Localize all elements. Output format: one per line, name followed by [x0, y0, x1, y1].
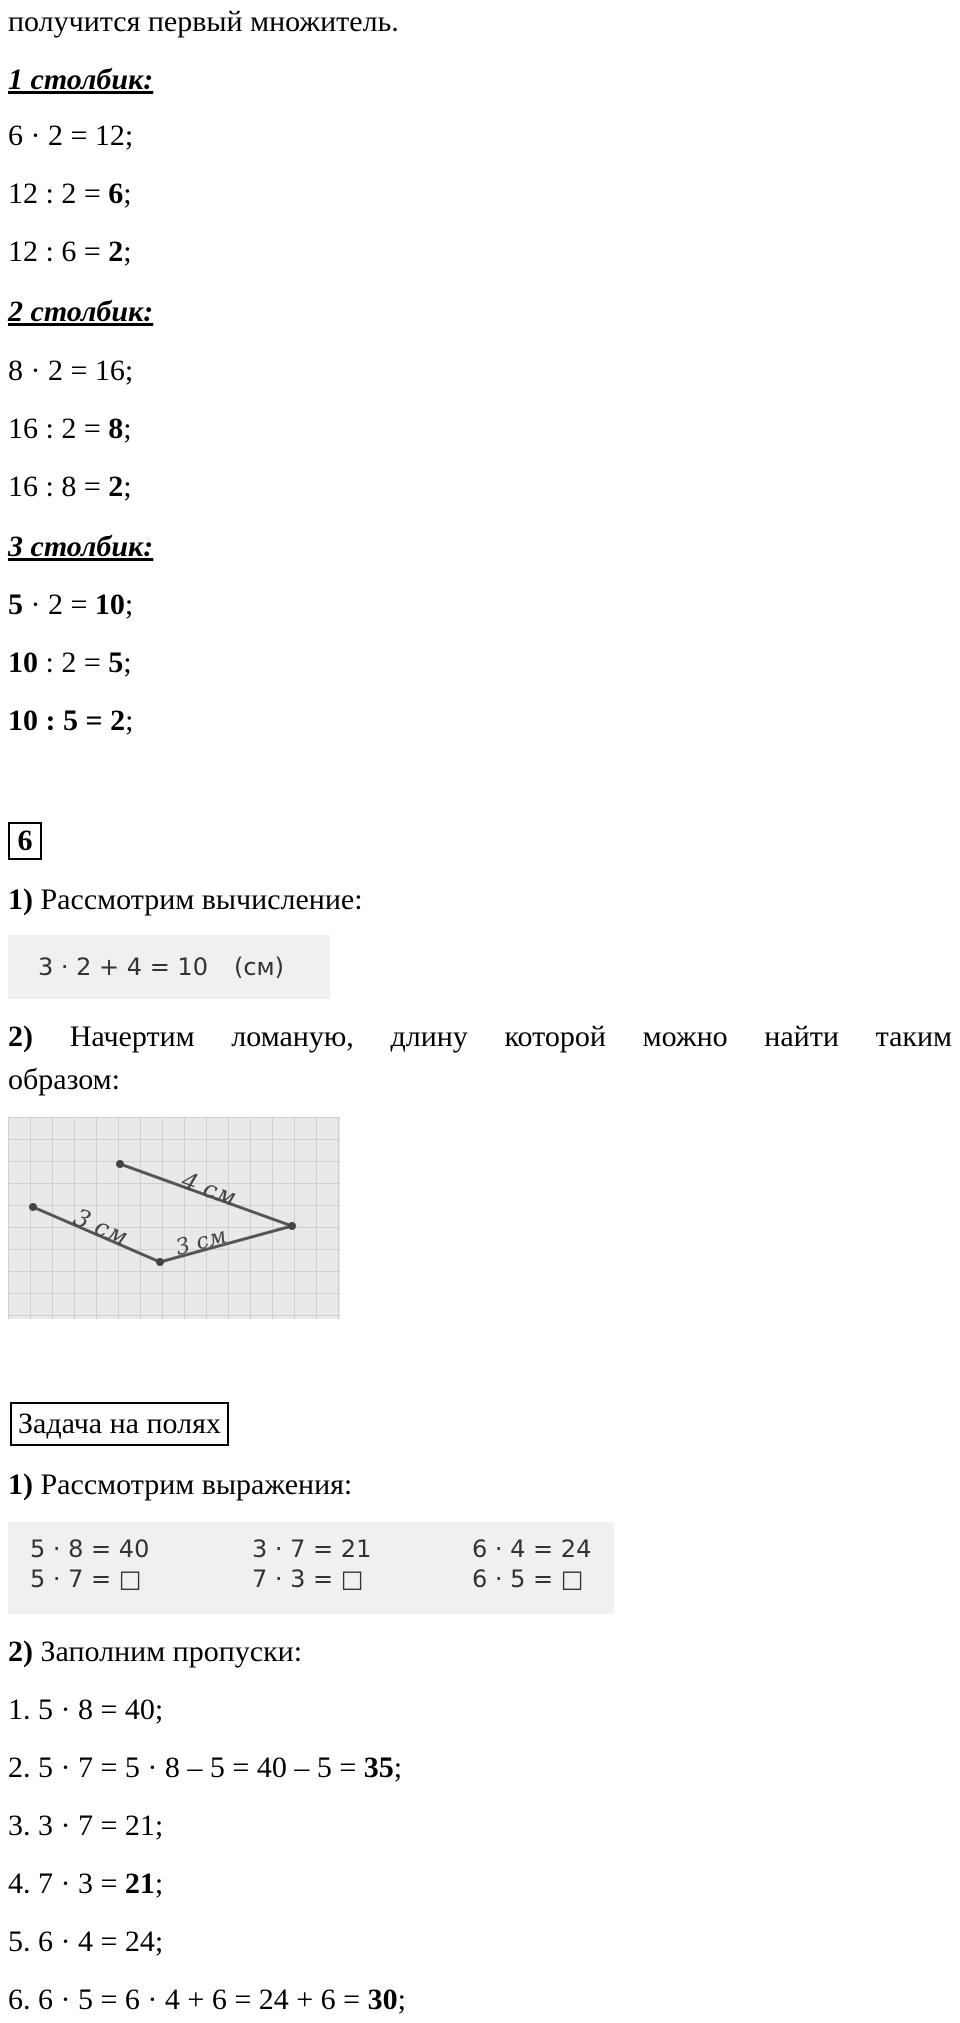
- polyline-point: [156, 1258, 164, 1266]
- column-2-row-3: 16 : 8 = 2;: [8, 470, 132, 503]
- expression: 6 · 4 = 24: [472, 1535, 592, 1563]
- calculation-unit: (см): [233, 952, 284, 981]
- column-1-header: 1 столбик:: [8, 63, 154, 96]
- polyline-drawing: [8, 1117, 340, 1319]
- polyline-svg: [8, 1117, 340, 1319]
- answer-row-4: 4. 7 · 3 = 21;: [8, 1867, 164, 1900]
- task6-step2-line2: образом:: [8, 1063, 121, 1096]
- expression-group: [472, 1534, 591, 1594]
- expression: 5 · 7 = □: [30, 1565, 142, 1593]
- polyline-point: [116, 1160, 124, 1168]
- task-number-box: 6: [8, 822, 42, 860]
- polyline-point: [29, 1203, 37, 1211]
- answer-row-3: 3. 3 · 7 = 21;: [8, 1809, 164, 1842]
- segment-label: 3 см: [173, 1223, 230, 1261]
- polyline-point: [288, 1222, 296, 1230]
- column-1-row-1: 6 · 2 = 12;: [8, 119, 134, 152]
- expressions-image: [8, 1522, 614, 1614]
- answer-row-6: 6. 6 · 5 = 6 · 4 + 6 = 24 + 6 = 30;: [8, 1983, 406, 2016]
- column-1-row-2: 12 : 2 = 6;: [8, 177, 132, 210]
- column-3-header: 3 столбик:: [8, 530, 154, 563]
- task6-step2-line1: 2) Начертим ломаную, длину которой можно найти таким: [8, 1020, 952, 1053]
- column-3-row-3: 10 : 5 = 2;: [8, 704, 134, 737]
- answer-row-2: 2. 5 · 7 = 5 · 8 – 5 = 40 – 5 = 35;: [8, 1751, 403, 1784]
- column-2-header: 2 столбик:: [8, 295, 154, 328]
- margin-task-step2: 2) Заполним пропуски:: [8, 1635, 303, 1668]
- answer-row-1: 1. 5 · 8 = 40;: [8, 1693, 164, 1726]
- expression-group: [30, 1534, 149, 1594]
- calculation-expression: 3 · 2 + 4 = 10: [38, 952, 208, 981]
- column-3-row-2: 10 : 2 = 5;: [8, 646, 132, 679]
- margin-task-title: Задача на полях: [10, 1402, 229, 1446]
- margin-task-step1: 1) Рассмотрим выражения:: [8, 1468, 353, 1501]
- expression: 5 · 8 = 40: [30, 1535, 150, 1563]
- column-2-row-1: 8 · 2 = 16;: [8, 354, 134, 387]
- calculation-image: [8, 935, 330, 999]
- answer-row-5: 5. 6 · 4 = 24;: [8, 1925, 164, 1958]
- expression: 6 · 5 = □: [472, 1565, 584, 1593]
- column-1-row-3: 12 : 6 = 2;: [8, 235, 132, 268]
- polyline: [33, 1164, 292, 1262]
- segment-label: 3 см: [69, 1202, 133, 1252]
- expression: 7 · 3 = □: [252, 1565, 364, 1593]
- task6-step1: 1) Рассмотрим вычисление:: [8, 883, 363, 916]
- segment-label: 4 см: [177, 1166, 241, 1212]
- column-3-row-1: 5 · 2 = 10;: [8, 588, 134, 621]
- expression: 3 · 7 = 21: [252, 1535, 372, 1563]
- expression-group: [252, 1534, 371, 1594]
- intro-line: получится первый множитель.: [8, 5, 399, 38]
- column-2-row-2: 16 : 2 = 8;: [8, 412, 132, 445]
